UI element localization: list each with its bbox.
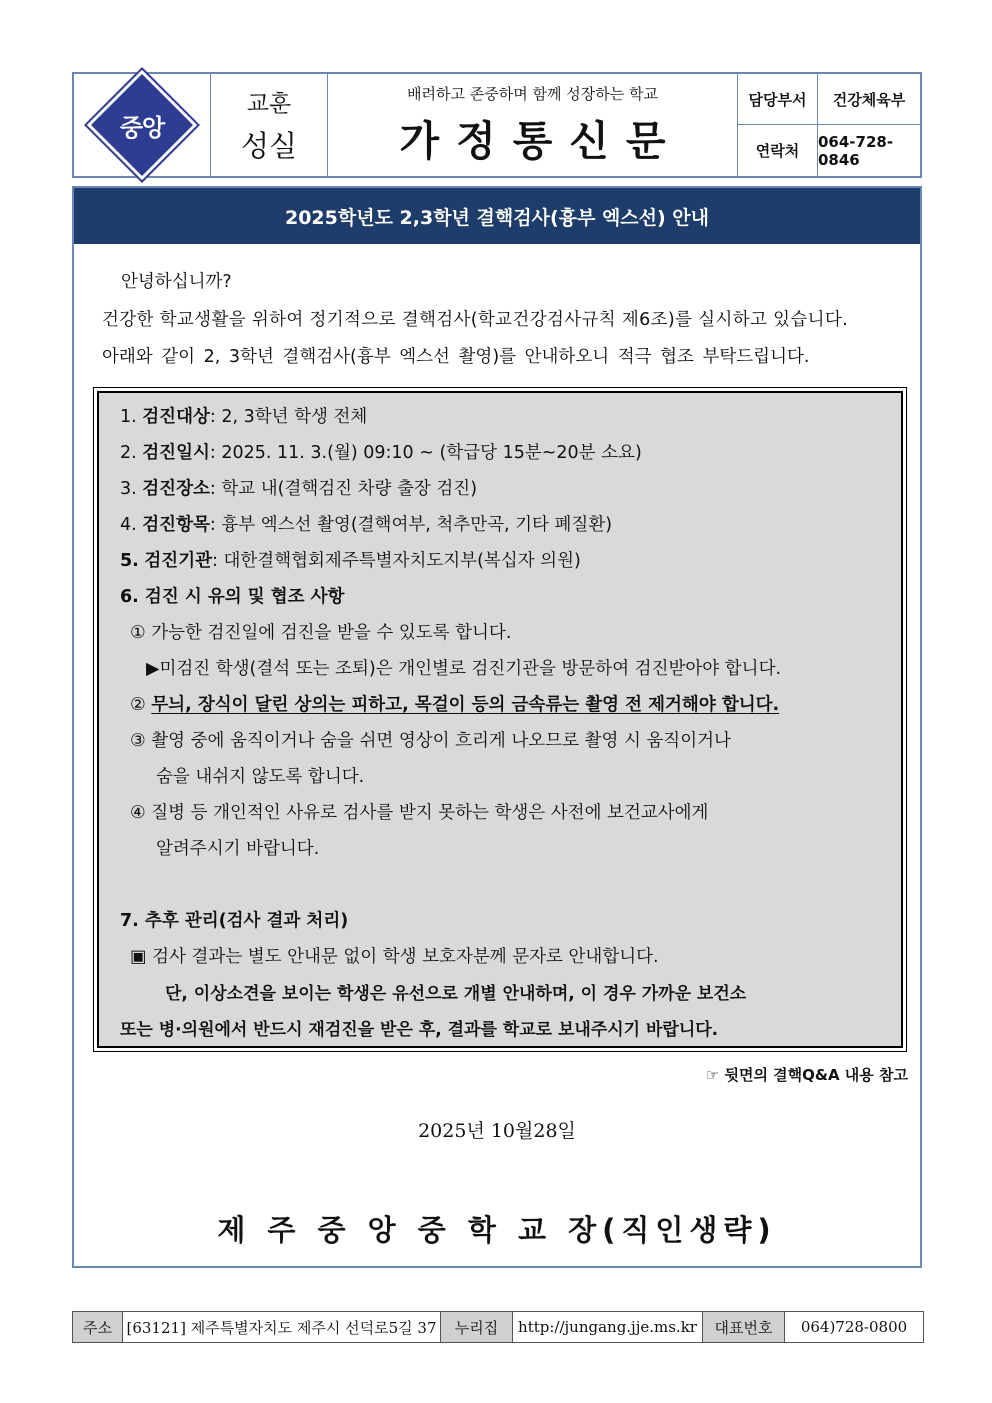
section-7-point-2b: 또는 병·의원에서 반드시 재검진을 받은 후, 결과를 학교로 보내주시기 바랍니다. — [120, 1020, 719, 1040]
title-cell — [328, 74, 738, 176]
section-7-point-2a: 단, 이상소견을 보이는 학생은 유선으로 개별 안내하며, 이 경우 가까운 보건소 — [165, 984, 747, 1004]
section-6-title: 6. 검진 시 유의 및 협조 사항 — [120, 587, 345, 607]
notice-box — [93, 387, 907, 1052]
intro-line-2: 아래와 같이 2, 3학년 결핵검사(흉부 엑스선 촬영)를 안내하오니 적극 협조 부탁드립니다. — [102, 347, 810, 367]
section-6-point-4a: ④ 질병 등 개인적인 사유로 검사를 받지 못하는 학생은 사전에 보건교사에게 — [130, 803, 709, 823]
address-label: 주소 — [73, 1312, 123, 1342]
section-7-title: 7. 추후 관리(검사 결과 처리) — [120, 911, 349, 931]
dept-label: 담당부서 — [738, 74, 818, 125]
footer — [72, 1311, 924, 1343]
list-item: 1. 검진대상: 2, 3학년 학생 전체 — [120, 407, 368, 427]
contact-label: 연락처 — [738, 125, 818, 176]
document-title: 가정통신문 — [399, 117, 683, 165]
contact-info — [738, 74, 920, 176]
section-7-point-1: ▣ 검사 결과는 별도 안내문 없이 학생 보호자분께 문자로 안내합니다. — [130, 947, 659, 967]
motto-label: 교훈 — [246, 91, 292, 117]
address-value: [63121] 제주특별자치도 제주시 선덕로5길 37 — [123, 1312, 441, 1342]
school-logo — [74, 74, 211, 176]
reference-note: ☞ 뒷면의 결핵Q&A 내용 참고 — [705, 1066, 908, 1084]
website-link[interactable]: http://jungang.jje.ms.kr — [513, 1312, 703, 1342]
logo-text: 중앙 — [119, 113, 165, 142]
section-6-point-4b: 알려주시기 바랍니다. — [156, 839, 320, 859]
notice-banner: 2025학년도 2,3학년 결핵검사(흉부 엑스선) 안내 — [74, 188, 920, 244]
dept-value: 건강체육부 — [818, 74, 920, 125]
header-table — [72, 72, 922, 178]
section-6-point-2-text: 무늬, 장식이 달린 상의는 피하고, 목걸이 등의 금속류는 촬영 전 제거해야 합니다. — [151, 695, 780, 715]
website-label: 누리집 — [441, 1312, 513, 1342]
motto-value: 성실 — [240, 129, 298, 163]
section-6-point-1-sub: ▶미검진 학생(결석 또는 조퇴)은 개인별로 검진기관을 방문하여 검진받아야 합니다. — [146, 659, 782, 679]
section-6-point-3b: 숨을 내쉬지 않도록 합니다. — [156, 767, 365, 787]
phone-label: 대표번호 — [703, 1312, 785, 1342]
list-item: 2. 검진일시: 2025. 11. 3.(월) 09:10 ~ (학급당 15분~20분 소요) — [120, 443, 642, 463]
list-item: 3. 검진장소: 학교 내(결핵검진 차량 출장 검진) — [120, 479, 478, 499]
motto-cell — [211, 74, 328, 176]
contact-value: 064-728-0846 — [818, 132, 894, 169]
list-item: 5. 검진기관: 대한결핵협회제주특별자치도지부(복십자 의원) — [120, 551, 581, 571]
section-6-point-2: ② 무늬, 장식이 달린 상의는 피하고, 목걸이 등의 금속류는 촬영 전 제거해야 합니다. — [130, 695, 780, 715]
intro-line-1: 건강한 학교생활을 위하여 정기적으로 결핵검사(학교건강검사규칙 제6조)를 실시하고 있습니다. — [102, 310, 849, 330]
document-date: 2025년 10월28일 — [418, 1120, 576, 1142]
section-6-point-3a: ③ 촬영 중에 움직이거나 숨을 쉬면 영상이 흐리게 나오므로 촬영 시 움직이거나 — [130, 731, 731, 751]
school-slogan: 배려하고 존중하며 함께 성장하는 학교 — [407, 85, 658, 103]
main-content — [72, 186, 922, 1268]
section-6-point-1: ① 가능한 검진일에 검진을 받을 수 있도록 합니다. — [130, 623, 512, 643]
phone-value: 064)728-0800 — [800, 1318, 908, 1336]
list-item: 4. 검진항목: 흉부 엑스선 촬영(결핵여부, 척추만곡, 기타 폐질환) — [120, 515, 613, 535]
greeting: 안녕하십니까? — [121, 272, 232, 292]
principal-signature: 제 주 중 앙 중 학 교 장(직인생략) — [217, 1213, 777, 1247]
